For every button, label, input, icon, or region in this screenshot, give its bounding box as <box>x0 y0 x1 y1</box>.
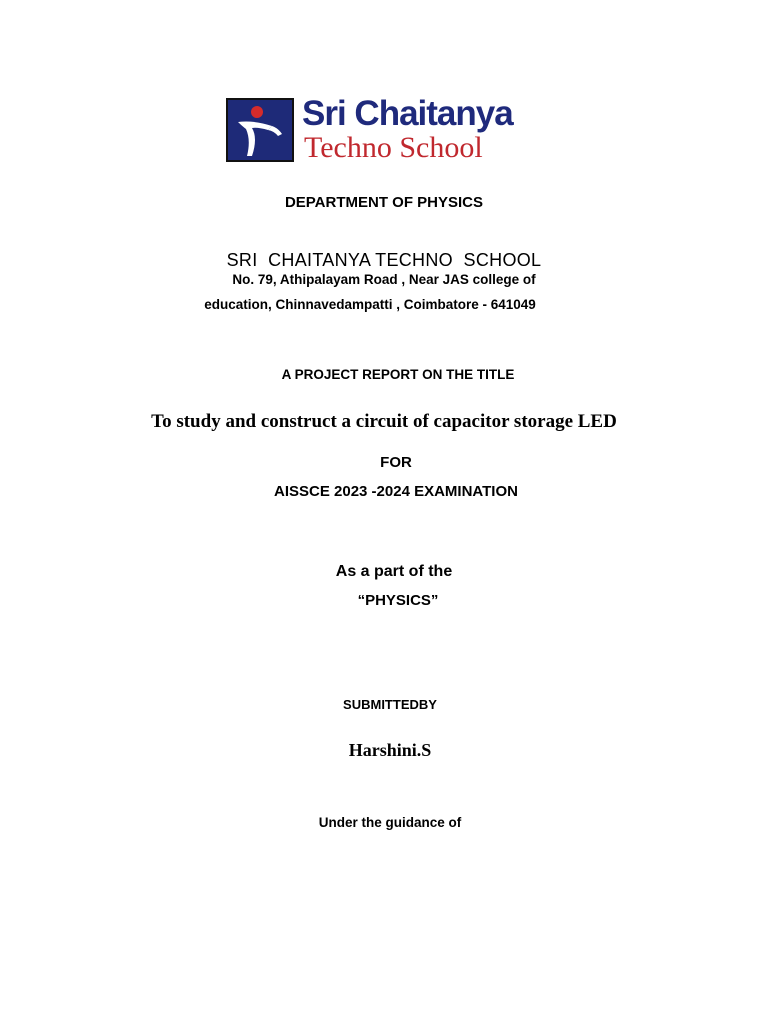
guidance-label: Under the guidance of <box>318 815 462 830</box>
logo-text-line1: Sri Chaitanya <box>302 94 513 133</box>
exam-title: AISSCE 2023 -2024 EXAMINATION <box>274 483 518 500</box>
subject-name: “PHYSICS” <box>357 592 439 609</box>
student-name: Harshini.S <box>348 740 432 760</box>
school-name: SRI CHAITANYA TECHNO SCHOOL <box>226 250 542 270</box>
report-heading: A PROJECT REPORT ON THE TITLE <box>281 367 515 382</box>
for-label: FOR <box>380 454 412 471</box>
address-line-1: No. 79, Athipalayam Road , Near JAS college of <box>232 272 536 287</box>
logo-text-line2: Techno School <box>304 131 483 164</box>
project-title: To study and construct a circuit of capacitor storage LED <box>151 411 617 432</box>
department-heading: DEPARTMENT OF PHYSICS <box>284 194 484 211</box>
part-of-text: As a part of the <box>335 563 453 580</box>
address-line-2: education, Chinnavedampatti , Coimbatore - 641049 <box>204 297 536 312</box>
submitted-by-label: SUBMITTEDBY <box>343 697 437 712</box>
school-logo <box>224 96 542 164</box>
logo-emblem-icon <box>226 98 294 162</box>
